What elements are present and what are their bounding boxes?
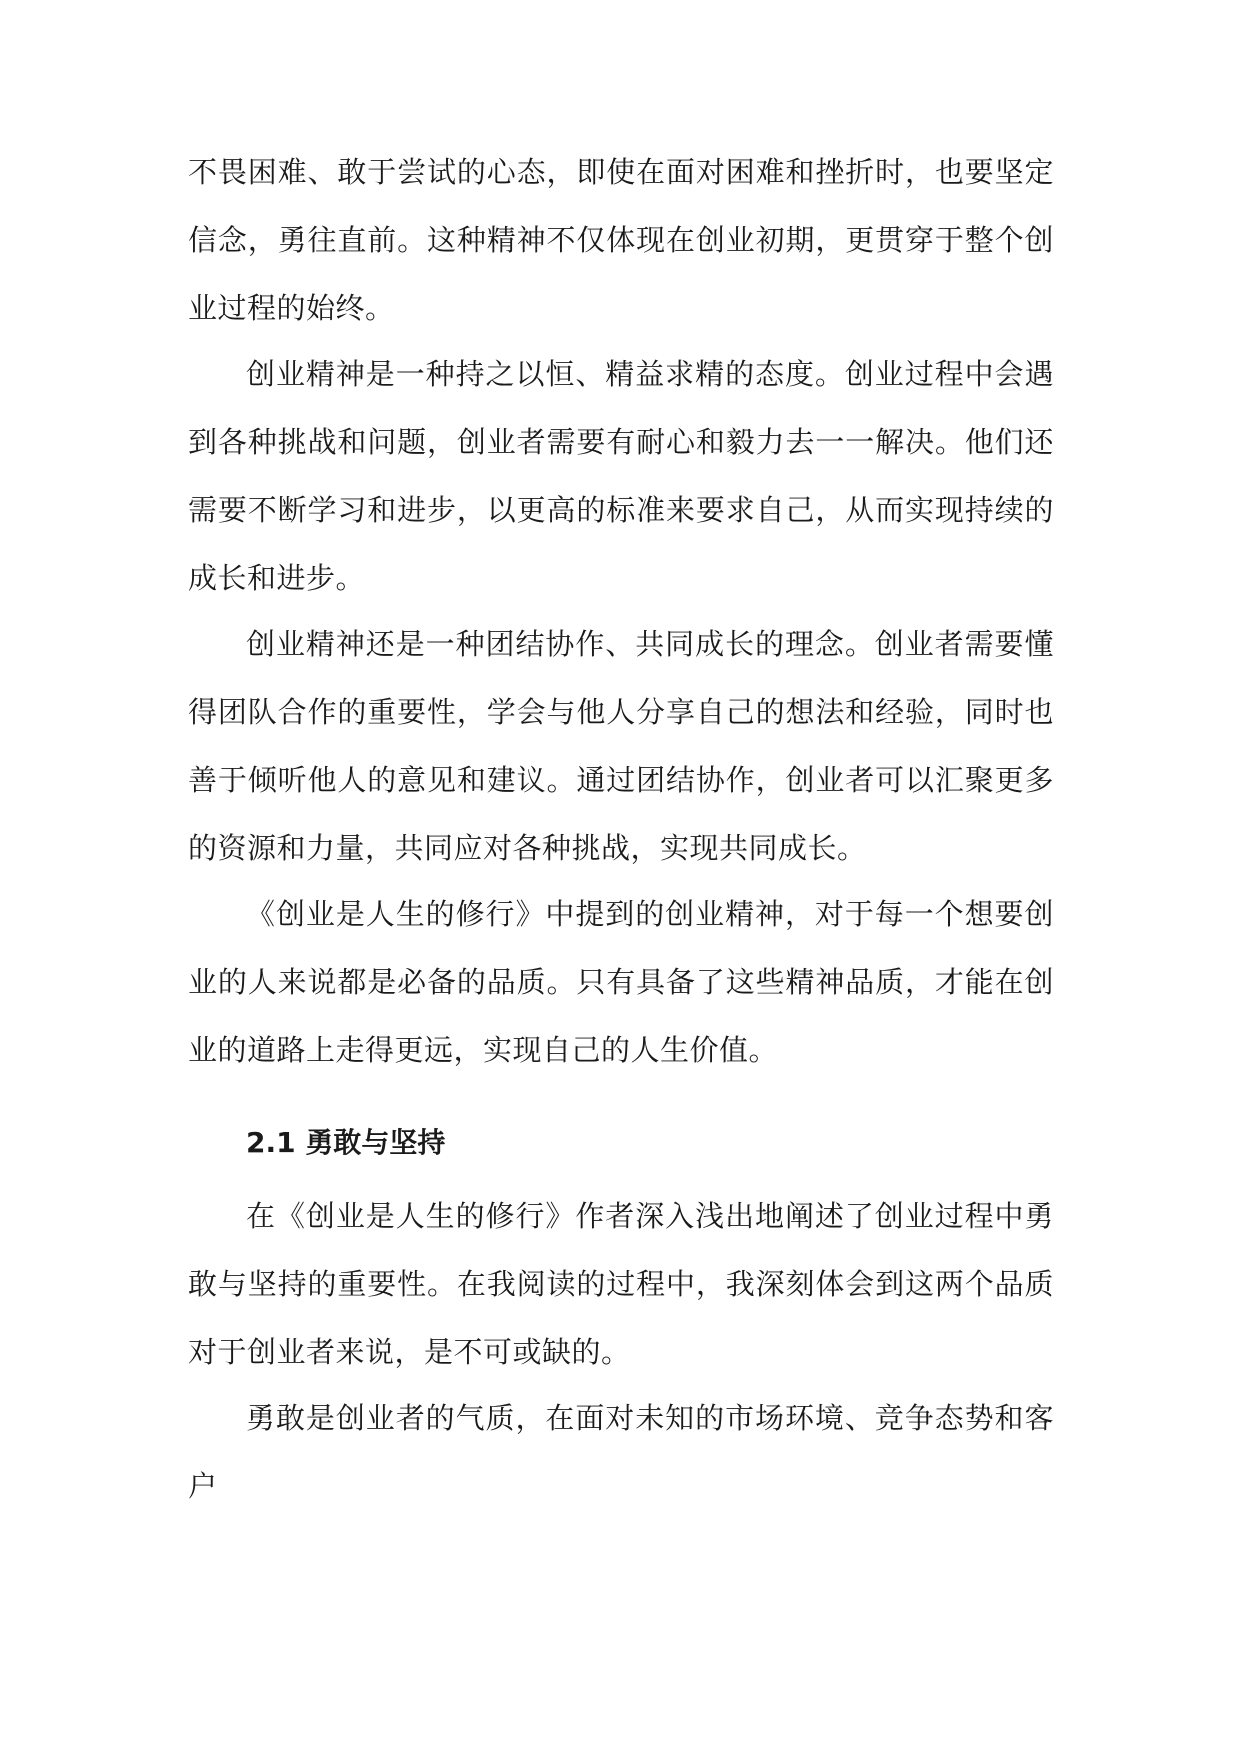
paragraph-book-summary: 《创业是人生的修行》中提到的创业精神，对于每一个想要创业的人来说都是必备的品质。只有具备了这些精神品质，才能在创业的道路上走得更远，实现自己的人生价值。 bbox=[188, 897, 1054, 1067]
paragraph-continuation: 不畏困难、敢于尝试的心态，即使在面对困难和挫折时，也要坚定信念，勇往直前。这种精神不仅体现在创业初期，更贯穿于整个创业过程的始终。 bbox=[188, 155, 1054, 325]
paragraph-courage-intro: 在《创业是人生的修行》作者深入浅出地阐述了创业过程中勇敢与坚持的重要性。在我阅读的过程中，我深刻体会到这两个品质对于创业者来说，是不可或缺的。 bbox=[188, 1199, 1054, 1369]
paragraph-perseverance: 创业精神是一种持之以恒、精益求精的态度。创业过程中会遇到各种挑战和问题，创业者需要有耐心和毅力去一一解决。他们还需要不断学习和进步，以更高的标准来要求自己，从而实现持续的成长和进步。 bbox=[188, 357, 1054, 595]
paragraph-courage: 勇敢是创业者的气质，在面对未知的市场环境、竞争态势和客户 bbox=[188, 1401, 1054, 1503]
section-heading: 2.1 勇敢与坚持 bbox=[246, 1126, 446, 1159]
paragraph-teamwork: 创业精神还是一种团结协作、共同成长的理念。创业者需要懂得团队合作的重要性，学会与他人分享自己的想法和经验，同时也善于倾听他人的意见和建议。通过团结协作，创业者可以汇聚更多的资源和力量，共同应对各种挑战，实现共同成长。 bbox=[188, 627, 1054, 865]
